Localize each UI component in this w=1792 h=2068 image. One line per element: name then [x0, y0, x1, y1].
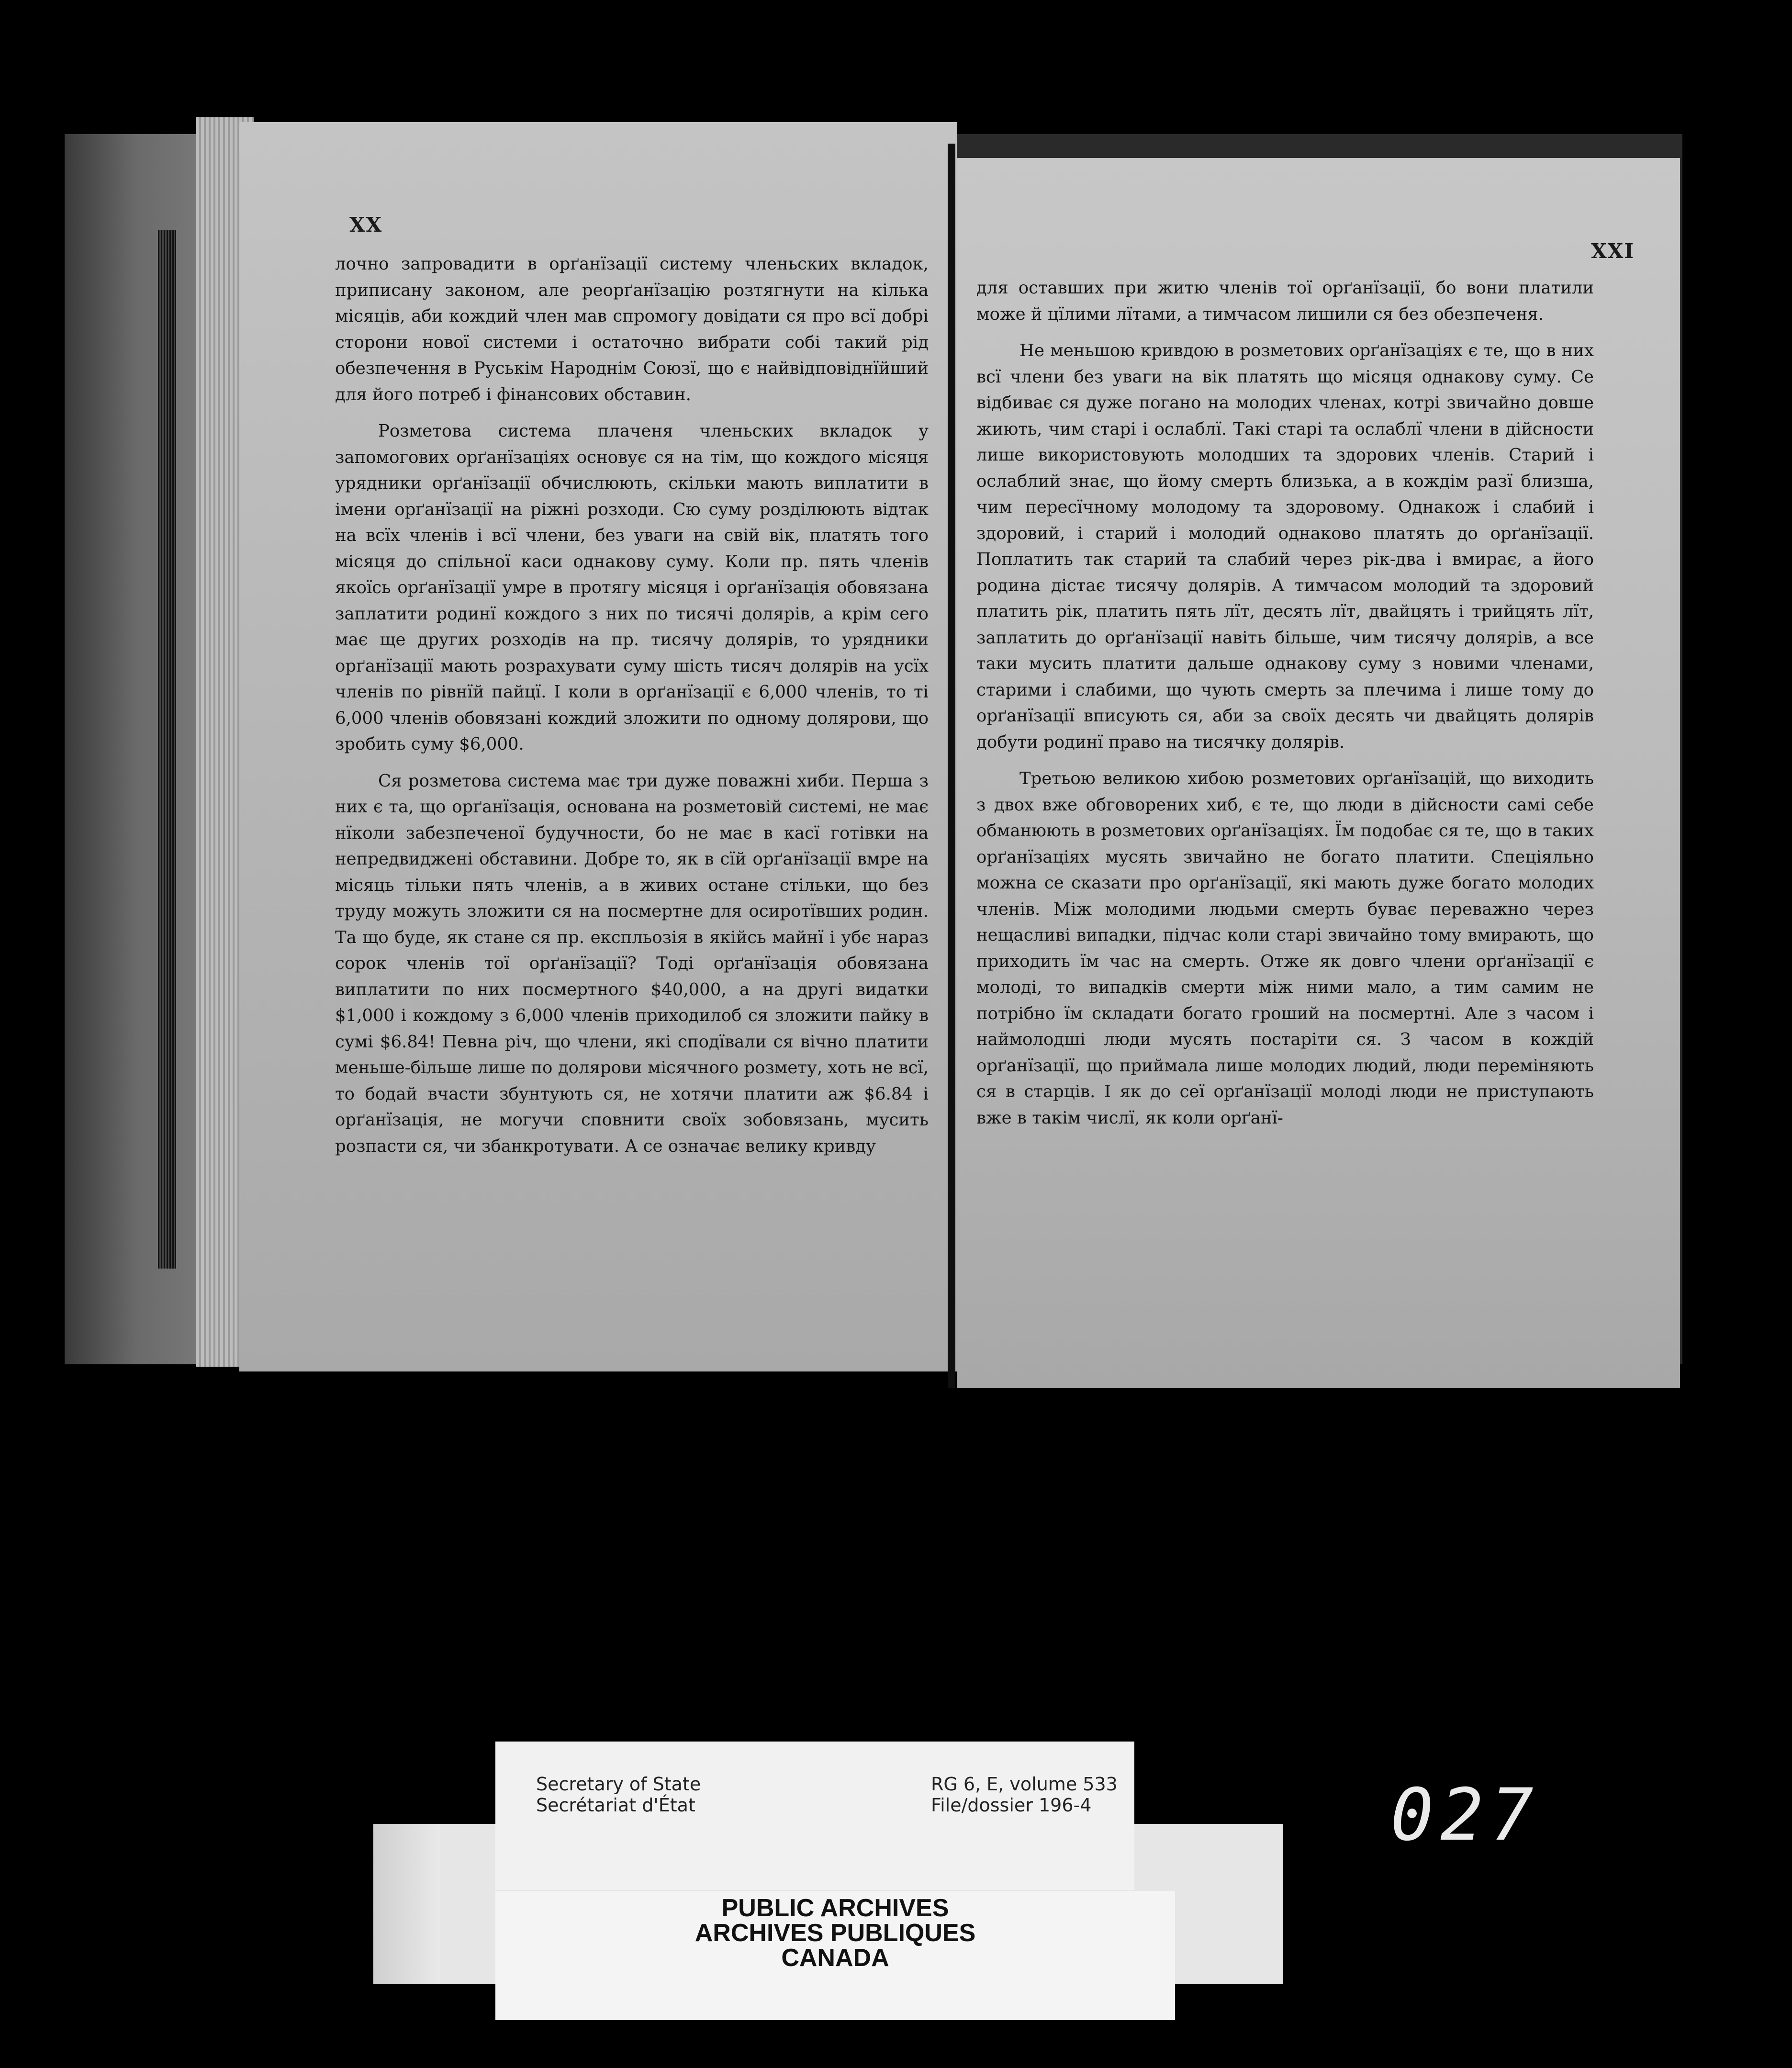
page-gutter — [948, 144, 955, 1388]
left-page-text — [335, 251, 929, 1164]
institution-line: CANADA — [781, 1944, 889, 1972]
paragraph: Третьою великою хибою розметових орґанїзацій, що виходить з двох вже обговорених хиб, є те, що люди в дійсности самі себе обманюють в розметових орґанїзаціях. Їм подобає ся те, що в таких орґанїзаціях мусять звичайно не богато платити. Спеціяльно можна се сказати про орґанїзації, які мають дуже богато молодих членів. Між молодими людьми смерть буває переважно через нещасливі випадки, підчас коли старі звичайно тому вмирають, що приходить їм час на смерть. Отже як довго члени орґанїзації є молоді, то випадків смерти між ними мало, а тим самим не потрібно їм складати богато гроший на посмертні. Але з часом і наймолодші люди мусять постаріти ся. З часом в кождій орґанїзації, що приймала лише молодих людий, люди переміняють ся в старців. І як до сеї орґанїзації молоді люди не приступають вже в такім числї, як коли орґанї- — [976, 769, 1594, 1128]
paragraph: Не меньшою кривдою в розметових орґанїзаціях є те, що в них всї члени без уваги на вік платять що місяця однакову суму. Се відбиває ся дуже погано на молодих членах, котрі звичайно довше жиють, чим старі і ослаблї. Такі старі та ослаблї члени в дійсности лише використовують молодших та здорових членів. Старий і ослаблий знає, що йому смерть близька, а в кождім разї близша, чим пересїчному молодому та здоровому. Однакож і слабий і здоровий, і старий і молодий однаково платять до орґанїзації. Поплатить так старий та слабий через рік-два і вмирає, а його родина дістає тисячу долярів. А тимчасом молодий та здоровий платить рік, платить пять лїт, десять лїт, двайцять і трийцять лїт, заплатить до орґанїзації навіть більше, чим тисячу долярів, а все таки мусить платити дальше однакову суму з новими членами, старими і слабими, що чують смерть за плечима і лише тому до орґанїзації вписують ся, аби за своїх десять чи двайцять долярів добути родинї право на тисячку долярів. — [976, 341, 1594, 752]
right-page — [957, 158, 1680, 1388]
paragraph: лочно запровадити в орґанїзації систему членьских вкладок, приписану законом, але реорґанїзацію розтягнути на кілька місяців, аби кождий член мав спромогу довідати ся про всї добрі сторони нової системи і остаточно вибрати собі такий рід обезпечення в Руськім Народнім Союзї, що є найвідповіднїйший для його потреб і фінансових обставин. — [335, 254, 929, 405]
paragraph: Розметова система плаченя членьских вкладок у запомогових орґанїзаціях основує ся на тім, що кождого місяця урядники орґанїзації обчислюють, скільки мають виплатити в імени орґанїзації на ріжні розходи. Сю суму розділюють відтак на всїх членів і всї члени, без уваги на свій вік, платять того місяця до спільної каси однакову суму. Коли пр. пять членів якоїсь орґанїзації умре в протягу місяця і орґанїзація обовязана заплатити родинї кождого з них по тисячі долярів, а крім сего має ще других розходів на пр. тисячу долярів, то урядники орґанїзації мають розрахувати суму шість тисяч долярів на усїх членів по рівнїй пайцї. І коли в орґанїзації є 6,000 членів, то ті 6,000 членів обовязані кождий зложити по одному долярови, що зробить суму $6,000. — [335, 421, 929, 754]
left-page — [239, 122, 957, 1371]
file-number: File/dossier 196-4 — [931, 1795, 1092, 1816]
right-page-number: XXI — [1591, 239, 1635, 263]
paragraph: для оставших при житю членів тої орґанїзації, бо вони платили може й цїлими лїтами, а тимчасом лишили ся без обезпеченя. — [976, 278, 1594, 324]
left-page-number: XX — [349, 213, 383, 236]
archive-institution — [495, 1896, 1175, 1970]
book-cover-edge — [65, 134, 208, 1364]
archive-source-card — [495, 1742, 1134, 1890]
frame-number: 027 — [1390, 1774, 1540, 1857]
record-group: RG 6, E, volume 533 — [931, 1774, 1118, 1795]
archive-label-edge — [373, 1824, 440, 1984]
source-french: Secrétariat d'État — [536, 1795, 695, 1816]
source-english: Secretary of State — [536, 1774, 701, 1795]
paragraph: Ся розметова система має три дуже поважні хиби. Перша з них є та, що орґанїзація, основана на розметовій системі, не має нїколи забезпеченої будучности, бо не має в касї готівки на непредвиджені обставини. Добре то, як в сїй орґанїзації вмре на місяць тільки пять членів, а в живих остане стільки, що без труду можуть зложити ся на посмертне для осиротївших родин. Та що буде, як стане ся пр. експльозія в якійсь майнї і убє нараз сорок членів тої орґанїзації? Тоді орґанїзація обовязана виплатити по них посмертного $40,000, а на другі видатки $1,000 і кождому з 6,000 членів приходилоб ся зложити пайку в сумі $6.84! Певна річ, що члени, які сподївали ся вічно платити меньше-більше лише по долярови місячного розмету, хоть не всї, то бодай вчасти збунтують ся, не хотячи платити аж $6.84 і орґанїзація, не могучи сповнити своїх зобовязань, мусить розпасти ся, чи збанкротувати. А се означає велику кривду — [335, 771, 929, 1156]
archive-reference — [931, 1774, 1118, 1816]
institution-line: PUBLIC ARCHIVES — [721, 1894, 949, 1922]
archive-source — [536, 1774, 701, 1816]
right-page-text — [976, 275, 1594, 1136]
institution-line: ARCHIVES PUBLIQUES — [694, 1919, 976, 1947]
book-spine — [158, 230, 176, 1269]
